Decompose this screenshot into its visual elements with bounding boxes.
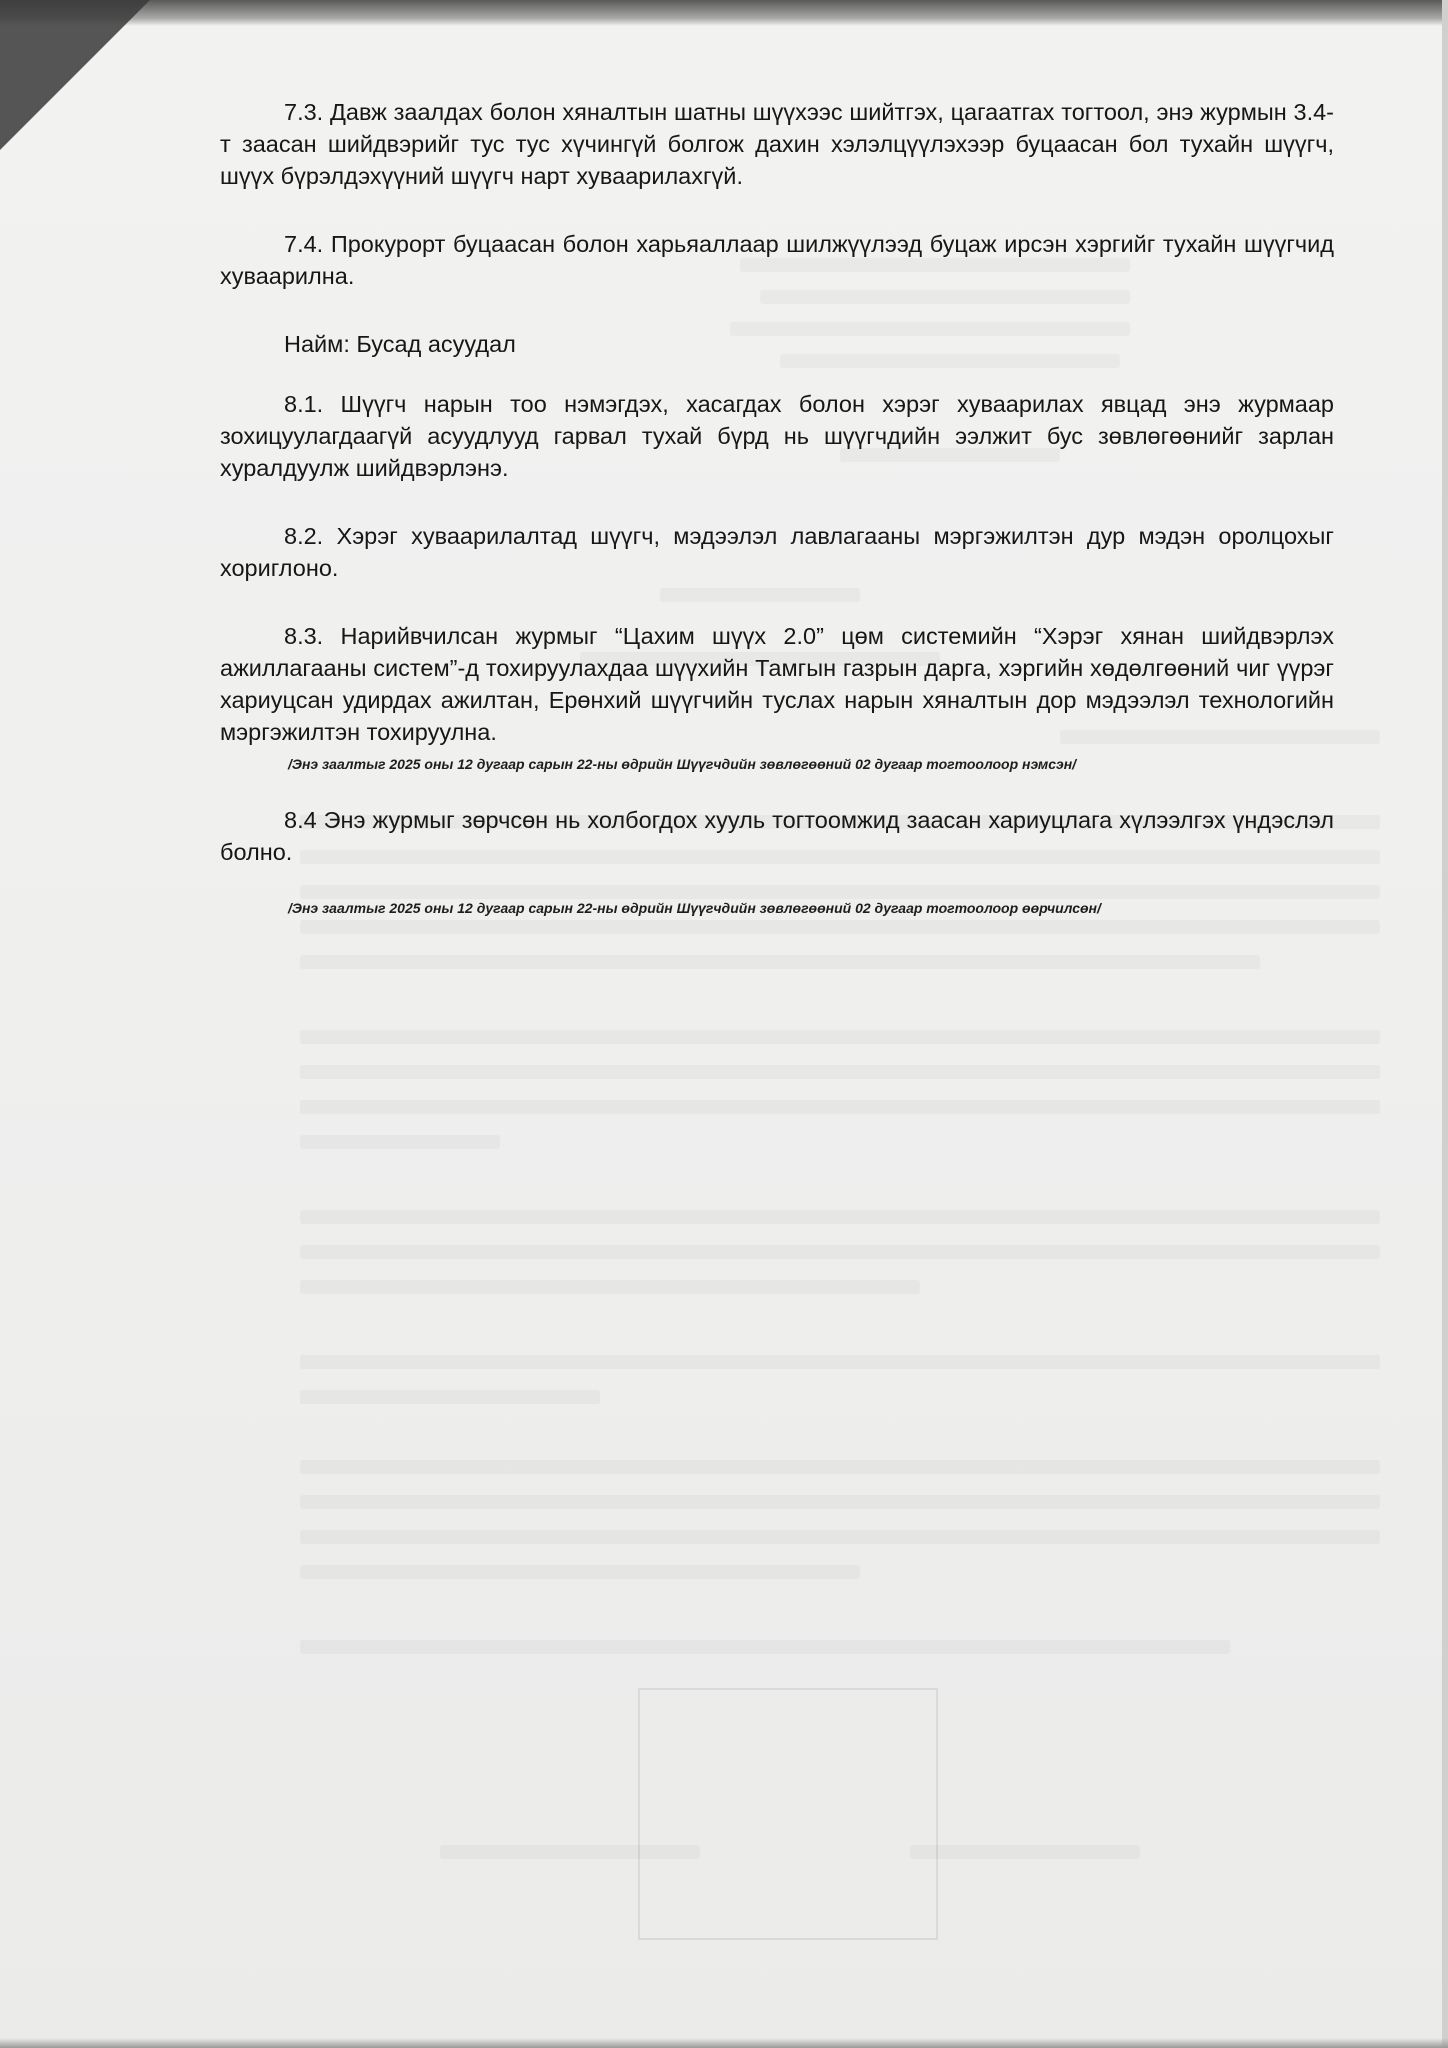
amendment-note-changed: /Энэ заалтыг 2025 оны 12 дугаар сарын 22-ны өдрийн Шүүгчдийн зөвлөгөөний 02 дугаар тогтоолоор өөрчилсөн/	[288, 900, 1101, 916]
paragraph-7-4: 7.4. Прокурорт буцаасан болон харьяаллаар шилжүүлээд буцаж ирсэн хэргийг тухайн шүүгчид хуваарилна.	[220, 231, 1334, 289]
scan-top-shadow	[0, 0, 1448, 26]
paragraph-8-3: 8.3. Нарийвчилсан журмыг “Цахим шүүх 2.0” цөм системийн “Хэрэг хянан шийдвэрлэх ажиллагааны систем”-д тохируулахдаа шүүхийн Тамгын газрын дарга, хэргийн хөдөлгөөний чиг үүрэг хариуцсан удирдах ажилтан, Ерөнхий шүүгчийн туслах нарын хяналтын дор мэдээлэл технологийн мэргэжилтэн тохируулна.	[220, 623, 1334, 745]
paragraph-7-3: 7.3. Давж заалдах болон хяналтын шатны шүүхээс шийтгэх, цагаатгах тогтоол, энэ журмын 3.4-т заасан шийдвэрийг тус тус хүчингүй болгож дахин хэлэлцүүлэхээр буцаасан бол тухайн шүүгч, шүүх бүрэлдэхүүний шүүгч нарт хуваарилахгүй.	[220, 99, 1334, 189]
amendment-note-added: /Энэ заалтыг 2025 оны 12 дугаар сарын 22-ны өдрийн Шүүгчдийн зөвлөгөөний 02 дугаар тогтоолоор нэмсэн/	[288, 756, 1077, 772]
paragraph-8-4: 8.4 Энэ журмыг зөрчсөн нь холбогдох хууль тогтоомжид заасан хариуцлага хүлээлгэх үндэслэл болно.	[220, 807, 1334, 865]
section-heading-8: Найм: Бусад асуудал	[284, 331, 516, 357]
scan-bottom-edge	[0, 2038, 1448, 2048]
paragraph-8-2: 8.2. Хэрэг хуваарилалтад шүүгч, мэдээлэл лавлагааны мэргэжилтэн дур мэдэн оролцохыг хориглоно.	[220, 523, 1334, 581]
document-body	[220, 96, 1334, 918]
folded-corner	[0, 0, 150, 150]
paragraph-8-1: 8.1. Шүүгч нарын тоо нэмэгдэх, хасагдах болон хэрэг хуваарилах явцад энэ журмаар зохицуулагдаагүй асуудлууд гарвал тухай бүрд нь шүүгчдийн ээлжит бус зөвлөгөөнийг зарлан хуралдуулж шийдвэрлэнэ.	[220, 391, 1334, 481]
scan-right-edge	[1442, 0, 1448, 2048]
